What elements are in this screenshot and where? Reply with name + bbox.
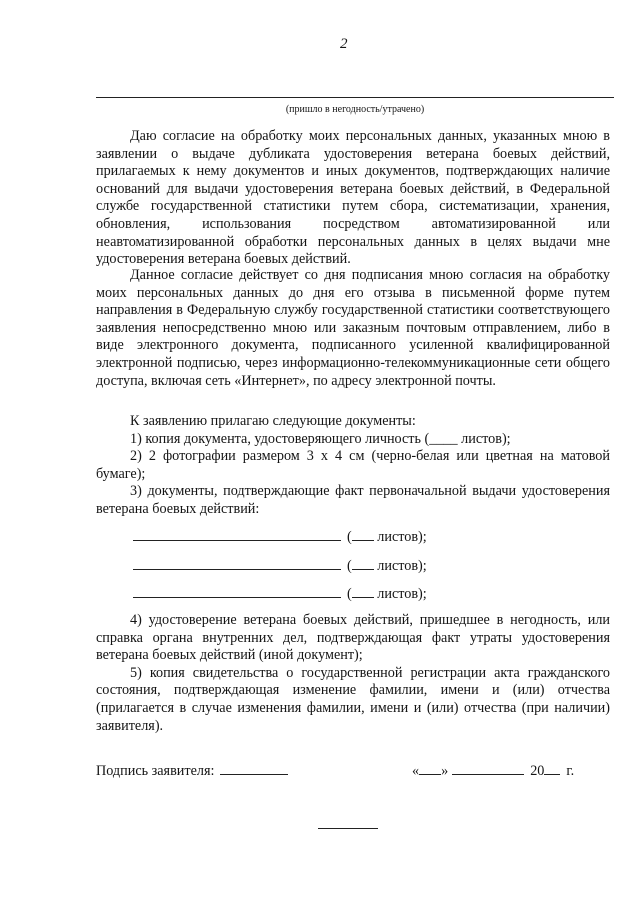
attachment-item-2: 2) 2 фотографии размером 3 х 4 см (черно-белая или цветная на матовой бумаге); xyxy=(96,448,610,482)
blank-row-1 xyxy=(133,528,427,546)
signature-blank[interactable] xyxy=(220,762,288,775)
page-number: 2 xyxy=(340,36,348,52)
attachment-item-4: 4) удостоверение ветерана боевых действий, пришедшее в негодность, или справка органа внутренних дел, подтверждающая факт утраты удостоверения ветерана боевых действий (иной документ); xyxy=(96,612,610,664)
header-rule xyxy=(96,97,614,98)
blank-open-paren: ( xyxy=(347,529,352,545)
attachment-item-3: 3) документы, подтверждающие факт первоначальной выдачи удостоверения ветерана боевых действий: xyxy=(96,483,610,517)
sheet-count-blank[interactable] xyxy=(352,557,374,570)
blank-row-3 xyxy=(133,585,427,603)
signature-row xyxy=(96,762,576,780)
close-quote: » xyxy=(441,763,449,779)
header-note: (пришло в негодность/утрачено) xyxy=(285,104,425,115)
sheet-count-blank[interactable] xyxy=(352,585,374,598)
blank-sheets-label: листов); xyxy=(377,529,427,545)
blank-sheets-label: листов); xyxy=(377,586,427,602)
year-prefix: 20 xyxy=(530,763,545,779)
consent-paragraph-block xyxy=(96,128,610,269)
attachments-intro: К заявлению прилагаю следующие документы: xyxy=(130,413,416,429)
year-blank[interactable] xyxy=(544,762,560,775)
document-name-blank[interactable] xyxy=(133,557,341,570)
blank-open-paren: ( xyxy=(347,586,352,602)
document-name-blank[interactable] xyxy=(133,528,341,541)
open-quote: « xyxy=(412,763,420,779)
validity-paragraph-block xyxy=(96,267,610,390)
month-blank[interactable] xyxy=(452,762,524,775)
validity-paragraph: Данное согласие действует со дня подписания мною согласия на обработку моих персональных данных до дня его отзыва в письменной форме путем направления в Федеральную службу государственной статистики соответствующего заявления непосредственно мною или заказным почтовым отправлением, либо в виде электронного документа, подписанного усиленной квалифицированной электронной подписью, через информационно-телекоммуникационные сети общего доступа, включая сеть «Интернет», по адресу электронной почты. xyxy=(96,267,610,389)
date-fields xyxy=(412,762,574,780)
day-blank[interactable] xyxy=(419,762,441,775)
attachments-list xyxy=(96,413,610,519)
document-name-blank[interactable] xyxy=(133,585,341,598)
signature-label: Подпись заявителя: xyxy=(96,763,215,779)
footer-rule xyxy=(318,828,378,829)
attachments-list-continued xyxy=(96,612,610,735)
consent-paragraph: Даю согласие на обработку моих персональных данных, указанных мною в заявлении о выдаче дубликата удостоверения ветерана боевых действий, прилагаемых к нему документов и иных документов, подтверждающих наличие оснований для выдачи удостоверения ветерана боевых действий, в Федеральной службе государственной статистики путем сбора, систематизации, хранения, обновления, использования посредством автоматизированной или неавтоматизированной обработки персональных данных в целях выдачи мне удостоверения ветерана боевых действий. xyxy=(96,128,610,268)
sheet-count-blank[interactable] xyxy=(352,528,374,541)
blank-row-2 xyxy=(133,557,427,575)
blank-open-paren: ( xyxy=(347,558,352,574)
attachment-item-5: 5) копия свидетельства о государственной регистрации акта гражданского состояния, подтверждающая изменение фамилии, имени и (или) отчества (прилагается в случае изменения фамилии, имени и (или) отчества (при наличии) заявителя). xyxy=(96,664,610,734)
attachment-item-1: 1) копия документа, удостоверяющего личность (____ листов); xyxy=(130,430,511,447)
year-suffix: г. xyxy=(566,763,575,779)
blank-sheets-label: листов); xyxy=(377,558,427,574)
